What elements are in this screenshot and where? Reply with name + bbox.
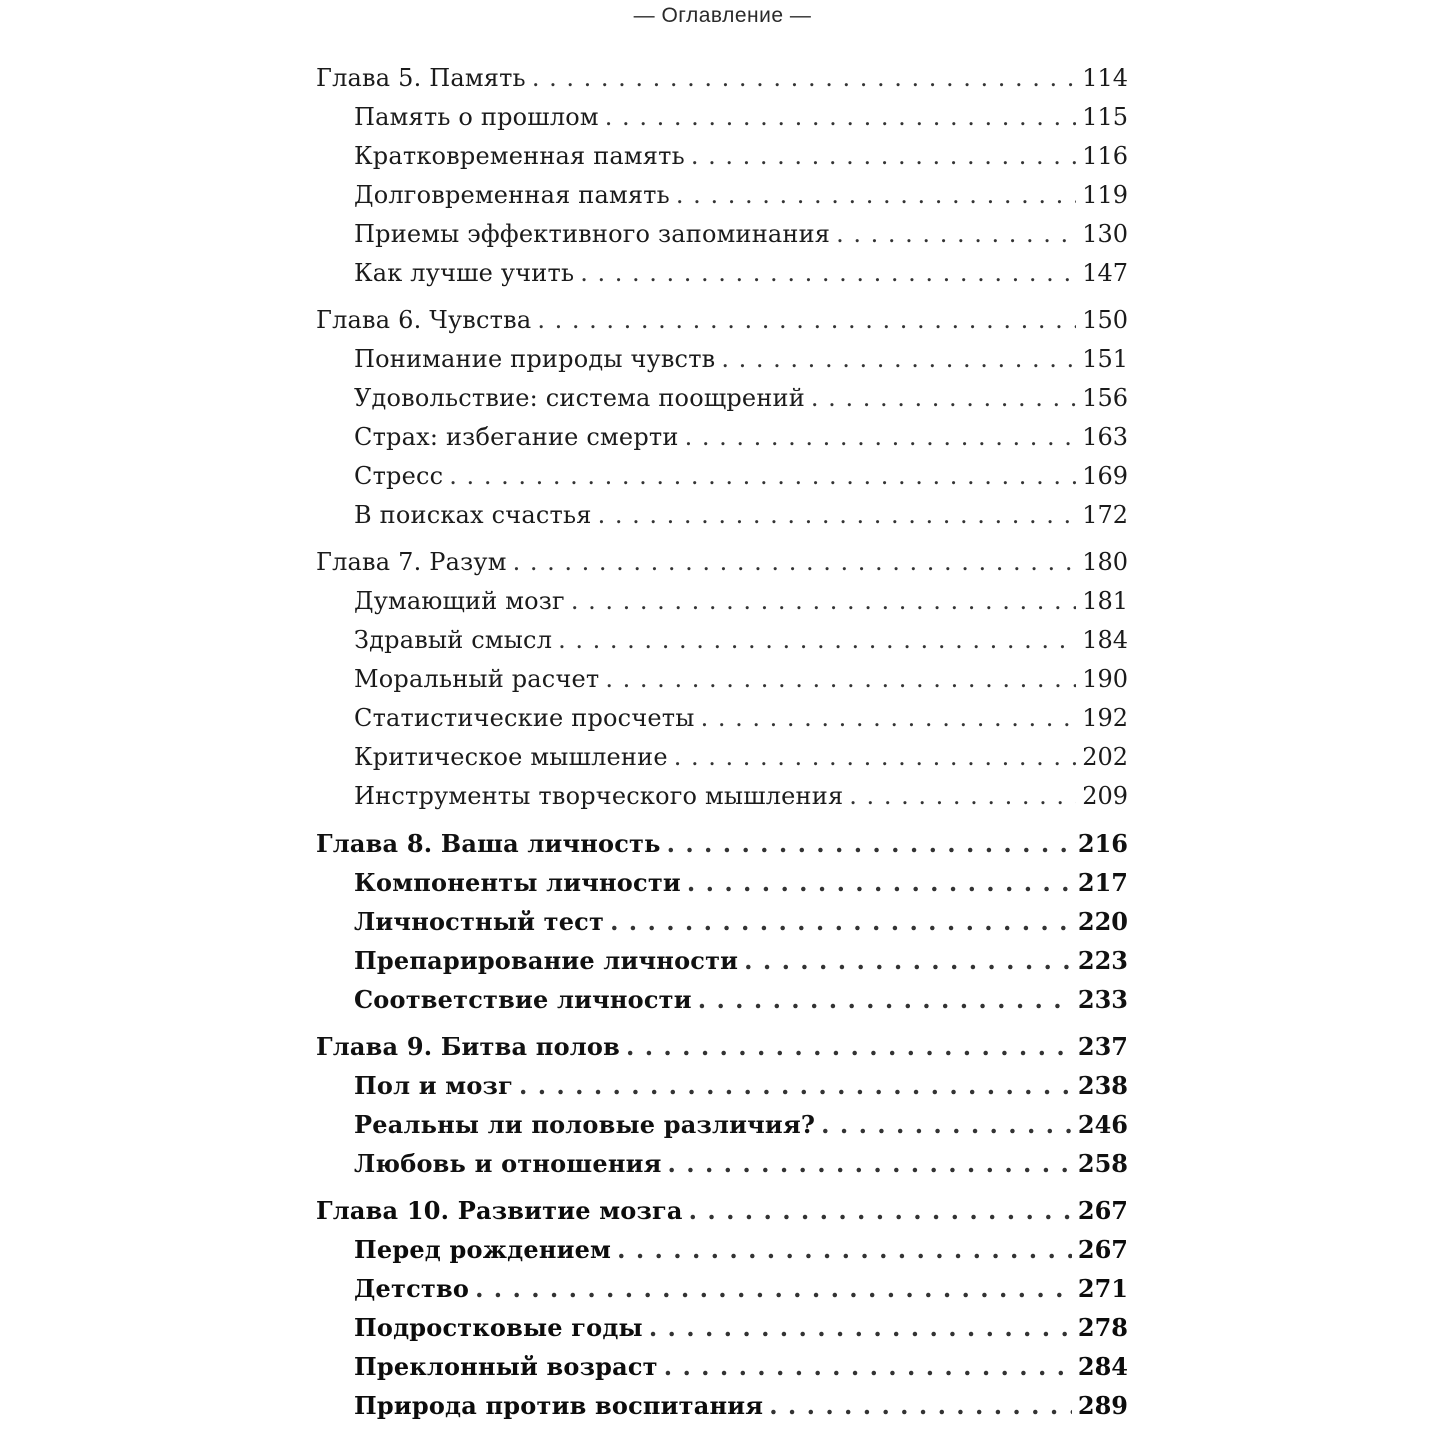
- dot-leader: [519, 1066, 1072, 1105]
- dot-leader: [617, 1230, 1072, 1269]
- chapter-title: Глава 7. Разум: [316, 548, 507, 576]
- page-number: 180: [1082, 548, 1128, 576]
- toc-entry-section[interactable]: [316, 699, 1128, 738]
- toc-entry-section[interactable]: [316, 457, 1128, 496]
- page-number: 151: [1082, 345, 1128, 373]
- toc-entry-section[interactable]: [316, 660, 1128, 699]
- page-number: 267: [1077, 1235, 1128, 1264]
- toc-entry-section[interactable]: [316, 1308, 1128, 1347]
- toc-entry-section[interactable]: [316, 1105, 1128, 1144]
- toc-entry-chapter[interactable]: [316, 1027, 1128, 1066]
- dot-leader: [513, 543, 1077, 582]
- page-number: 156: [1082, 384, 1128, 412]
- toc-entry-section[interactable]: [316, 1066, 1128, 1105]
- section-title: Стресс: [354, 462, 444, 490]
- dot-leader: [571, 582, 1076, 621]
- page-number: 278: [1077, 1313, 1128, 1342]
- dot-leader: [689, 1191, 1072, 1230]
- page-number: 267: [1077, 1196, 1128, 1225]
- dot-leader: [701, 699, 1077, 738]
- chapter-8: [316, 824, 1128, 1019]
- toc-entry-section[interactable]: [316, 777, 1128, 816]
- toc-entry-section[interactable]: [316, 1386, 1128, 1425]
- chapter-title: Глава 5. Память: [316, 64, 526, 92]
- section-title: Как лучше учить: [354, 259, 575, 287]
- page-number: 119: [1082, 181, 1128, 209]
- toc-entry-section[interactable]: [316, 863, 1128, 902]
- chapter-7: [316, 543, 1128, 816]
- dot-leader: [580, 254, 1076, 293]
- page-number: 258: [1077, 1149, 1128, 1178]
- toc-entry-section[interactable]: [316, 254, 1128, 293]
- toc-entry-section[interactable]: [316, 215, 1128, 254]
- page-number: 220: [1077, 907, 1128, 936]
- section-title: Препарирование личности: [354, 946, 739, 975]
- section-title: Соответствие личности: [354, 985, 692, 1014]
- toc-entry-section[interactable]: [316, 1269, 1128, 1308]
- chapter-title: Глава 10. Развитие мозга: [316, 1196, 683, 1225]
- section-title: Здравый смысл: [354, 626, 553, 654]
- toc-entry-chapter[interactable]: [316, 824, 1128, 863]
- section-title: Перед рождением: [354, 1235, 612, 1264]
- dot-leader: [769, 1386, 1072, 1425]
- page-number: 271: [1077, 1274, 1128, 1303]
- page-number: 284: [1077, 1352, 1128, 1381]
- toc-entry-chapter[interactable]: [316, 543, 1128, 582]
- page-number: 190: [1082, 665, 1128, 693]
- dot-leader: [698, 980, 1072, 1019]
- toc-entry-section[interactable]: [316, 980, 1128, 1019]
- toc-entry-section[interactable]: [316, 582, 1128, 621]
- dot-leader: [598, 496, 1077, 535]
- dot-leader: [821, 1105, 1072, 1144]
- toc-entry-section[interactable]: [316, 738, 1128, 777]
- page-number: 116: [1082, 142, 1128, 170]
- dot-leader: [811, 379, 1076, 418]
- page-number: 223: [1077, 946, 1128, 975]
- section-title: Пол и мозг: [354, 1071, 513, 1100]
- toc-entry-chapter[interactable]: [316, 1191, 1128, 1230]
- dot-leader: [676, 176, 1076, 215]
- dot-leader: [674, 738, 1076, 777]
- dot-leader: [605, 660, 1076, 699]
- table-of-contents: [316, 59, 1128, 1433]
- dot-leader: [605, 98, 1076, 137]
- page-number: 216: [1077, 829, 1128, 858]
- dot-leader: [475, 1269, 1072, 1308]
- dot-leader: [537, 301, 1076, 340]
- page-number: 184: [1082, 626, 1128, 654]
- section-title: Удовольствие: система поощрений: [354, 384, 805, 412]
- dot-leader: [744, 941, 1072, 980]
- dot-leader: [667, 824, 1072, 863]
- page-number: 217: [1077, 868, 1128, 897]
- section-title: Природа против воспитания: [354, 1391, 764, 1420]
- section-title: Компоненты личности: [354, 868, 681, 897]
- toc-entry-section[interactable]: [316, 902, 1128, 941]
- section-title: Статистические просчеты: [354, 704, 695, 732]
- section-title: Память о прошлом: [354, 103, 599, 131]
- dot-leader: [649, 1308, 1072, 1347]
- section-title: Реальны ли половые различия?: [354, 1110, 816, 1139]
- chapter-9: [316, 1027, 1128, 1183]
- dot-leader: [668, 1144, 1072, 1183]
- page-number: 246: [1077, 1110, 1128, 1139]
- chapter-title: Глава 9. Битва полов: [316, 1032, 620, 1061]
- page-number: 169: [1082, 462, 1128, 490]
- page-number: 237: [1077, 1032, 1128, 1061]
- section-title: Критическое мышление: [354, 743, 668, 771]
- page-number: 202: [1082, 743, 1128, 771]
- toc-entry-section[interactable]: [316, 379, 1128, 418]
- toc-entry-section[interactable]: [316, 1230, 1128, 1269]
- page-number: 163: [1082, 423, 1128, 451]
- section-title: Страх: избегание смерти: [354, 423, 679, 451]
- toc-entry-section[interactable]: [316, 496, 1128, 535]
- page-number: 238: [1077, 1071, 1128, 1100]
- section-title: Преклонный возраст: [354, 1352, 658, 1381]
- section-title: Детство: [354, 1274, 470, 1303]
- toc-entry-section[interactable]: [316, 941, 1128, 980]
- dot-leader: [721, 340, 1076, 379]
- section-title: Думающий мозг: [354, 587, 565, 615]
- dot-leader: [626, 1027, 1072, 1066]
- toc-entry-section[interactable]: [316, 418, 1128, 457]
- dot-leader: [664, 1347, 1072, 1386]
- section-title: В поисках счастья: [354, 501, 592, 529]
- page-number: 147: [1082, 259, 1128, 287]
- section-title: Долговременная память: [354, 181, 670, 209]
- page-number: 115: [1082, 103, 1128, 131]
- section-title: Понимание природы чувств: [354, 345, 716, 373]
- chapter-6: [316, 301, 1128, 535]
- dot-leader: [849, 777, 1076, 816]
- toc-entry-chapter[interactable]: [316, 59, 1128, 98]
- toc-entry-section[interactable]: [316, 1144, 1128, 1183]
- toc-entry-section[interactable]: [316, 1347, 1128, 1386]
- toc-entry-section[interactable]: [316, 340, 1128, 379]
- dot-leader: [449, 457, 1076, 496]
- chapter-5: [316, 59, 1128, 293]
- section-title: Моральный расчет: [354, 665, 600, 693]
- dot-leader: [610, 902, 1072, 941]
- page-number: 289: [1077, 1391, 1128, 1420]
- page-number: 181: [1082, 587, 1128, 615]
- toc-entry-section[interactable]: [316, 98, 1128, 137]
- page-number: 209: [1082, 782, 1128, 810]
- page-number: 130: [1082, 220, 1128, 248]
- section-title: Кратковременная память: [354, 142, 685, 170]
- section-title: Приемы эффективного запоминания: [354, 220, 831, 248]
- chapter-10: [316, 1191, 1128, 1425]
- dot-leader: [687, 863, 1072, 902]
- section-title: Любовь и отношения: [354, 1149, 662, 1178]
- page-number: 172: [1082, 501, 1128, 529]
- toc-entry-section[interactable]: [316, 176, 1128, 215]
- chapter-title: Глава 8. Ваша личность: [316, 829, 661, 858]
- running-head: — Оглавление —: [633, 4, 812, 27]
- dot-leader: [532, 59, 1076, 98]
- dot-leader: [836, 215, 1076, 254]
- chapter-title: Глава 6. Чувства: [316, 306, 532, 334]
- dot-leader: [558, 621, 1076, 660]
- page-number: 114: [1082, 64, 1128, 92]
- toc-entry-section[interactable]: [316, 137, 1128, 176]
- section-title: Подростковые годы: [354, 1313, 643, 1342]
- page-number: 150: [1082, 306, 1128, 334]
- section-title: Личностный тест: [354, 907, 605, 936]
- toc-entry-chapter[interactable]: [316, 301, 1128, 340]
- page-number: 192: [1082, 704, 1128, 732]
- dot-leader: [685, 418, 1077, 457]
- dot-leader: [691, 137, 1076, 176]
- section-title: Инструменты творческого мышления: [354, 782, 844, 810]
- toc-entry-section[interactable]: [316, 621, 1128, 660]
- page-number: 233: [1077, 985, 1128, 1014]
